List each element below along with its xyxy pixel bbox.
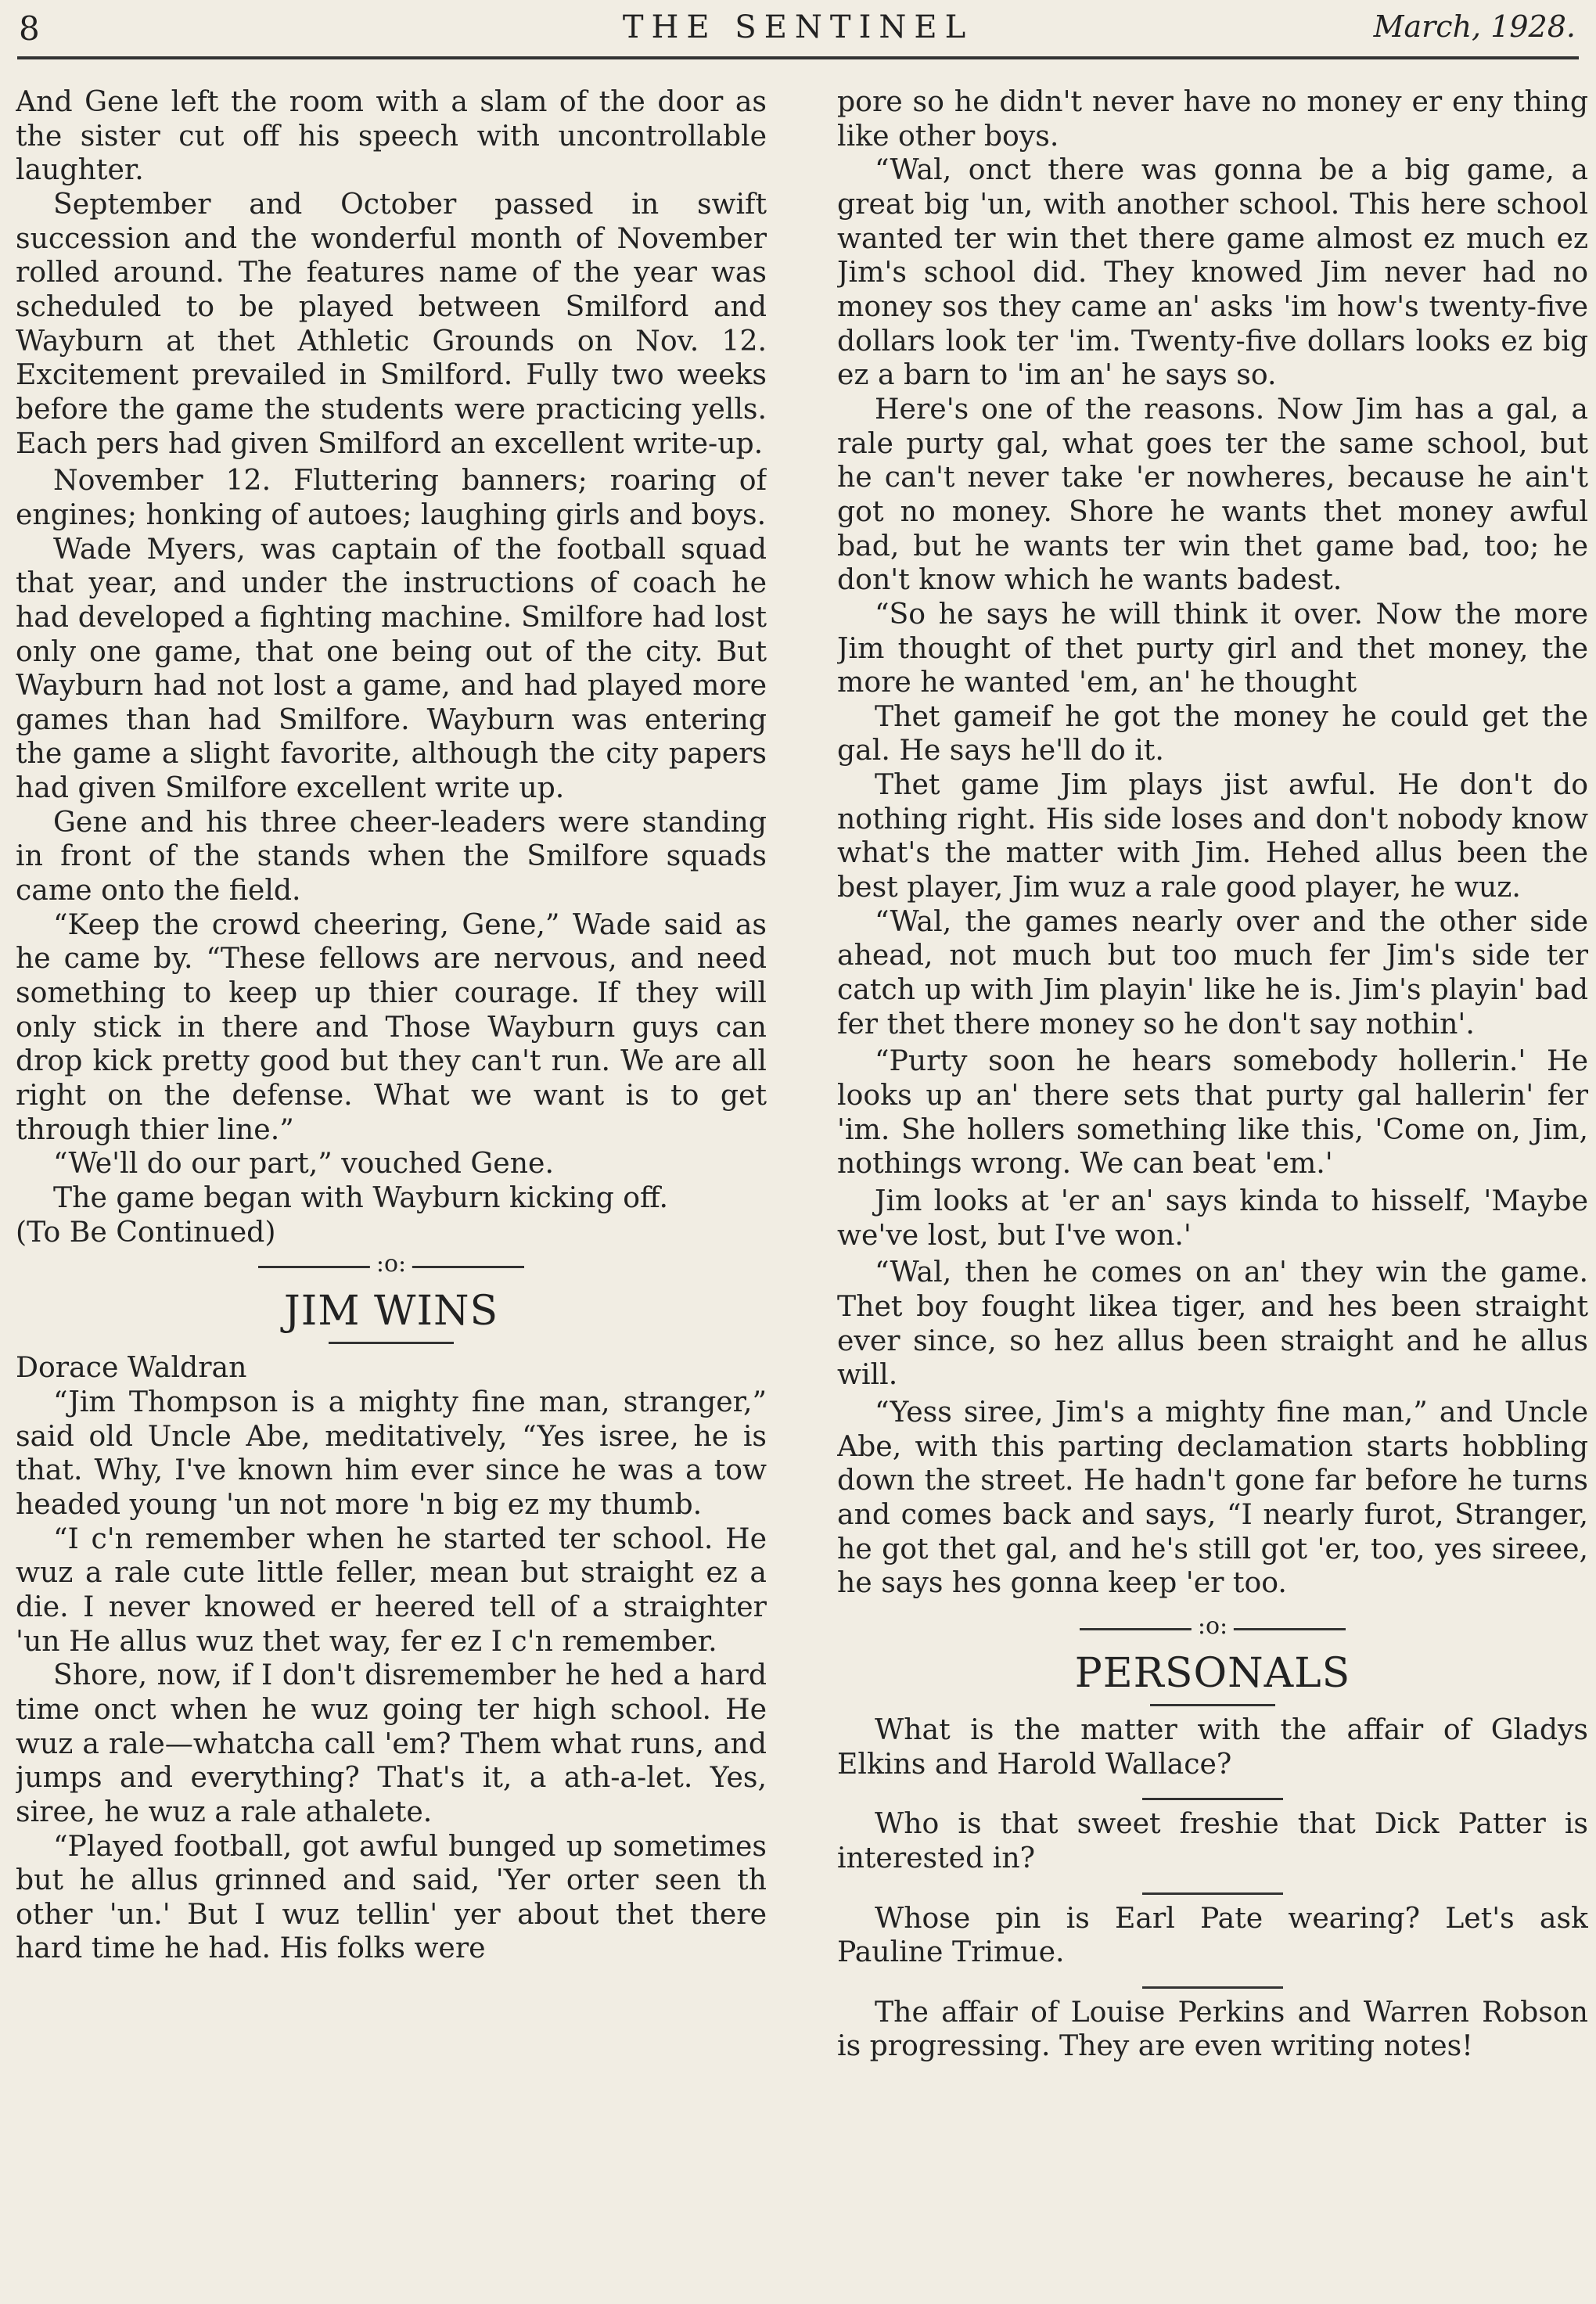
personal-rule [1142, 1986, 1283, 1989]
story-paragraph: Gene and his three cheer-leaders were standing in front of the stands when the Smilfore squads came onto the field. [16, 804, 767, 908]
story-paragraph: The game began with Wayburn kicking off. [53, 1181, 668, 1214]
personal-item: Whose pin is Earl Pate wearing? Let's ask Pauline Trimue. [837, 1900, 1588, 1969]
story-paragraph: “I c'n remember when he started ter school. He wuz a rale cute little feller, mean but straight ez a die. I never knowed er heered tell of a straighter 'un He allus wuz thet way, fer ez I c'n remember. [16, 1521, 767, 1658]
story-paragraph: “Keep the crowd cheering, Gene,” Wade said as he came by. “These fellows are nervous, and need something to keep up thier courage. If they will only stick in there and Those Wayburn guys can drop kick pretty good but they can't run. We are all right on the defense. What we want is to get through thier line.” [16, 907, 767, 1146]
section-separator [258, 1249, 524, 1278]
title-rule [329, 1342, 454, 1344]
separator-mark: :o: [370, 1249, 412, 1280]
story-paragraph: “Wal, onct there was gonna be a big game, a great big 'un, with another school. This here school wanted ter win thet there game almost ez much ez Jim's school did. They knowed Jim never had no money sos they came an' asks 'im how's twenty-five dollars look ter 'im. Twenty-five dollars looks ez big ez a barn to 'im an' he says so. [837, 153, 1588, 392]
section-separator [1080, 1611, 1346, 1641]
story-paragraph: September and October passed in swift succession and the wonderful month of November rolled around. The features name of the year was scheduled to be played between Smilford and Wayburn at thet Athletic Grounds on Nov. 12. Excitement prevailed in Smilford. Fully two weeks before the game the students were practicing yells. Each pers had given Smilford an excellent write-up. [16, 186, 767, 460]
title-rule [1150, 1704, 1275, 1706]
personal-item: Who is that sweet freshie that Dick Patter is interested in? [837, 1806, 1588, 1874]
story-paragraph: Shore, now, if I don't disremember he hed a hard time onct when he wuz going ter high school. He wuz a rale—whatcha call 'em? Them what runs, and jumps and everything? That's it, a ath-a-let. Yes, siree, he wuz a rale athalete. [16, 1658, 767, 1828]
story-paragraph: Wade Myers, was captain of the football squad that year, and under the instructions of coach he had developed a fighting machine. Smilfore had lost only one game, that one being out of the city. But Wayburn had not lost a game, and had played more games than had Smilfore. Wayburn was entering the game a slight favorite, although the city papers had given Smilfore excellent write up. [16, 531, 767, 805]
personal-rule [1142, 1798, 1283, 1800]
story-paragraph: “Yess siree, Jim's a mighty fine man,” and Uncle Abe, with this parting declamation starts hobbling down the street. He hadn't gone far before he turns and comes back and says, “I nearly furot, Stranger, he got thet gal, and he's still got 'er, too, yes sireee, he says hes gonna keep 'er too. [837, 1394, 1588, 1600]
left-column [16, 84, 767, 2291]
jim-wins-title: JIM WINS [283, 1288, 499, 1335]
story-paragraph: “Played football, got awful bunged up sometimes but he allus grinned and said, 'Yer orter seen th other 'un.' But I wuz tellin' yer about thet there hard time he had. His folks were [16, 1828, 767, 1965]
story-paragraph: “Purty soon he hears somebody hollerin.' He looks up an' there sets that purty gal hallerin' fer 'im. She hollers something like this, 'Come on, Jim, nothings wrong. We can beat 'em.' [837, 1044, 1588, 1181]
right-column [837, 84, 1588, 2291]
story-paragraph: “Wal, the games nearly over and the other side ahead, not much but too much fer Jim's side ter catch up with Jim playin' like he is. Jim's playin' bad fer thet there money so he don't say nothin'. [837, 904, 1588, 1041]
story-paragraph: “Jim Thompson is a mighty fine man, stranger,” said old Uncle Abe, meditatively, “Yes isree, he is that. Why, I've known him ever since he was a tow headed young 'un not more 'n big ez my thumb. [16, 1384, 767, 1521]
story-paragraph: “Wal, then he comes on an' they win the game. Thet boy fought likea tiger, and hes been straight ever since, so hez allus been straight and he allus will. [837, 1255, 1588, 1392]
personal-rule [1142, 1892, 1283, 1895]
story-paragraph: November 12. Fluttering banners; roaring of engines; honking of autoes; laughing girls and boys. [16, 463, 767, 531]
personals-title: PERSONALS [1074, 1649, 1351, 1697]
story-paragraph: “We'll do our part,” vouched Gene. [53, 1146, 554, 1181]
publication-title: THE SENTINEL [622, 9, 974, 45]
personal-item: The affair of Louise Perkins and Warren Robson is progressing. They are even writing notes! [837, 1994, 1588, 2063]
story-paragraph: Thet gameif he got the money he could get the gal. He says he'll do it. [837, 699, 1588, 767]
separator-mark: :o: [1192, 1611, 1234, 1642]
story-paragraph: Here's one of the reasons. Now Jim has a gal, a rale purty gal, what goes ter the same school, but he can't never take 'er nowheres, because he ain't got no money. Shore he wants thet money awful bad, but he wants ter win thet game bad, too; he don't know which he wants badest. [837, 391, 1588, 597]
author-byline: Dorace Waldran [16, 1350, 247, 1385]
page-number: 8 [19, 9, 40, 48]
continued-note: (To Be Continued) [16, 1214, 276, 1249]
story-paragraph: Jim looks at 'er an' says kinda to hisself, 'Maybe we've lost, but I've won.' [837, 1184, 1588, 1252]
page-header [17, 6, 1579, 59]
story-paragraph: Thet game Jim plays jist awful. He don't do nothing right. His side loses and don't nobody know what's the matter with Jim. Hehed allus been the best player, Jim wuz a rale good player, he wuz. [837, 767, 1588, 904]
story-paragraph: pore so he didn't never have no money er eny thing like other boys. [837, 84, 1588, 153]
story-paragraph: “So he says he will think it over. Now the more Jim thought of thet purty girl and thet money, the more he wanted 'em, an' he thought [837, 596, 1588, 699]
story-paragraph: And Gene left the room with a slam of the door as the sister cut off his speech with uncontrollable laughter. [16, 84, 767, 187]
personal-item: What is the matter with the affair of Gladys Elkins and Harold Wallace? [837, 1712, 1588, 1781]
issue-date: March, 1928. [1373, 9, 1576, 44]
